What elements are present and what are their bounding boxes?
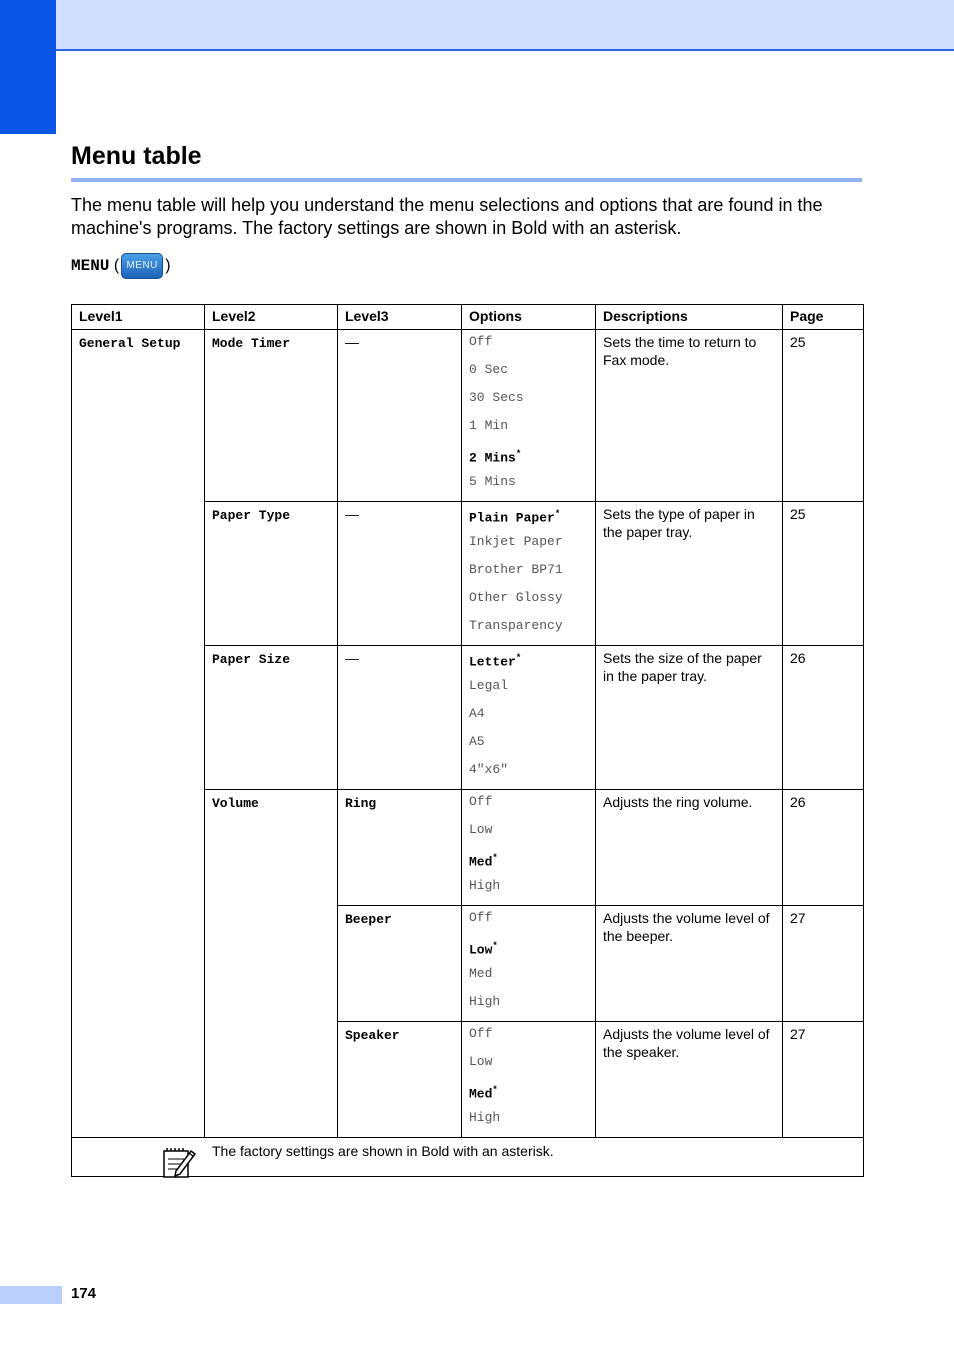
option-label: A4	[469, 706, 485, 721]
page-cell: 27	[783, 906, 864, 1022]
option-label: Brother BP71	[469, 562, 563, 577]
option-label: Letter	[469, 654, 516, 670]
table-row-mode-timer	[72, 330, 864, 502]
option-label: Other Glossy	[469, 590, 563, 605]
option-item	[469, 793, 588, 821]
option-item	[469, 649, 588, 677]
option-item	[469, 821, 588, 849]
option-label: Off	[469, 794, 493, 809]
level3-cell	[338, 330, 462, 502]
option-item	[469, 733, 588, 761]
option-label: 5 Mins	[469, 474, 516, 489]
option-item	[469, 877, 588, 905]
level3-ring: Ring	[345, 796, 377, 811]
page-title: Menu table	[71, 142, 202, 170]
option-item	[469, 589, 588, 617]
level3-dash: —	[345, 334, 359, 350]
description-cell: Sets the type of paper in the paper tray.	[596, 502, 783, 646]
level3-cell	[338, 1022, 462, 1138]
description-cell: Sets the time to return to Fax mode.	[596, 330, 783, 502]
option-item	[469, 561, 588, 589]
option-item	[469, 1109, 588, 1137]
option-item	[469, 417, 588, 445]
level3-cell	[338, 502, 462, 646]
option-item	[469, 677, 588, 705]
page-cell: 26	[783, 646, 864, 790]
option-item	[469, 1081, 588, 1109]
level2-mode-timer: Mode Timer	[212, 336, 291, 351]
footer-tab	[0, 1286, 62, 1304]
option-label: Off	[469, 910, 493, 925]
close-paren: )	[165, 257, 171, 274]
option-item	[469, 937, 588, 965]
level3-cell	[338, 646, 462, 790]
level2-paper-size: Paper Size	[212, 652, 291, 667]
option-item	[469, 993, 588, 1021]
option-item	[469, 965, 588, 993]
option-label: Low	[469, 1054, 493, 1069]
option-item	[469, 445, 588, 473]
option-item	[469, 617, 588, 645]
option-item	[469, 849, 588, 877]
header-descriptions: Descriptions	[596, 305, 783, 330]
option-label: Off	[469, 334, 493, 349]
level2-cell	[205, 330, 338, 502]
option-label: Med	[469, 966, 493, 981]
option-label: High	[469, 994, 501, 1009]
level3-dash: —	[345, 506, 359, 522]
level3-speaker: Speaker	[345, 1028, 400, 1043]
level3-cell	[338, 790, 462, 906]
option-item	[469, 1053, 588, 1081]
description-cell: Adjusts the volume level of the speaker.	[596, 1022, 783, 1138]
option-item	[469, 705, 588, 733]
option-label: Plain Paper	[469, 510, 555, 526]
page-cell: 27	[783, 1022, 864, 1138]
default-marker: *	[515, 653, 522, 663]
default-marker: *	[492, 853, 498, 863]
note-text: The factory settings are shown in Bold with an asterisk.	[212, 1143, 554, 1159]
level2-cell	[205, 502, 338, 646]
page-cell: 25	[783, 502, 864, 646]
level1-cell	[72, 330, 205, 1138]
option-label: Inkjet Paper	[469, 534, 563, 549]
menu-button-icon: MENU	[121, 253, 163, 279]
description-cell: Adjusts the volume level of the beeper.	[596, 906, 783, 1022]
option-item	[469, 473, 588, 501]
chapter-tab	[0, 0, 56, 134]
option-item	[469, 389, 588, 417]
note-cell	[72, 1138, 864, 1177]
level1-general-setup: General Setup	[79, 336, 181, 351]
header-options: Options	[462, 305, 596, 330]
menu-key-reference	[71, 253, 171, 279]
level3-beeper: Beeper	[345, 912, 392, 927]
option-label: Low	[469, 822, 493, 837]
option-label: A5	[469, 734, 485, 749]
table-note-row	[72, 1138, 864, 1177]
option-item	[469, 333, 588, 361]
option-label: High	[469, 1110, 501, 1125]
open-paren: (	[109, 257, 120, 274]
option-item	[469, 533, 588, 561]
options-cell	[462, 1022, 596, 1138]
option-label: Med	[469, 854, 493, 870]
intro-paragraph: The menu table will help you understand the menu selections and options that are found in the machine's programs. The factory settings are shown in Bold with an asterisk.	[71, 195, 823, 238]
option-item	[469, 361, 588, 389]
level3-cell	[338, 906, 462, 1022]
option-label: 30 Secs	[469, 390, 524, 405]
option-label: Transparency	[469, 618, 563, 633]
option-label: Legal	[469, 678, 509, 693]
title-rule	[71, 178, 862, 182]
page-number: 174	[71, 1285, 97, 1302]
menu-label: MENU	[71, 257, 110, 275]
description-cell: Sets the size of the paper in the paper tray.	[596, 646, 783, 790]
default-marker: *	[554, 509, 561, 519]
note-pencil-icon	[162, 1145, 196, 1179]
option-label: 4"x6"	[469, 762, 509, 777]
page-cell: 25	[783, 330, 864, 502]
default-marker: *	[515, 449, 522, 459]
options-cell	[462, 906, 596, 1022]
default-marker: *	[492, 1085, 498, 1095]
header-level1: Level1	[72, 305, 205, 330]
default-marker: *	[492, 941, 498, 951]
menu-table	[71, 304, 864, 1177]
option-item	[469, 761, 588, 789]
level2-volume: Volume	[212, 796, 259, 811]
option-label: 0 Sec	[469, 362, 509, 377]
option-label: Low	[469, 942, 493, 958]
option-label: Med	[469, 1086, 493, 1102]
header-level2: Level2	[205, 305, 338, 330]
header-band	[0, 0, 954, 51]
level2-cell	[205, 790, 338, 1138]
option-label: Off	[469, 1026, 493, 1041]
options-cell	[462, 502, 596, 646]
option-label: 1 Min	[469, 418, 509, 433]
level2-cell	[205, 646, 338, 790]
option-item	[469, 909, 588, 937]
header-level3: Level3	[338, 305, 462, 330]
options-cell	[462, 330, 596, 502]
table-header-row	[72, 305, 864, 330]
options-cell	[462, 790, 596, 906]
level3-dash: —	[345, 650, 359, 666]
option-item	[469, 505, 588, 533]
description-cell: Adjusts the ring volume.	[596, 790, 783, 906]
option-label: High	[469, 878, 501, 893]
option-item	[469, 1025, 588, 1053]
header-page: Page	[783, 305, 864, 330]
page-cell: 26	[783, 790, 864, 906]
option-label: 2 Mins	[469, 450, 516, 466]
level2-paper-type: Paper Type	[212, 508, 291, 523]
options-cell	[462, 646, 596, 790]
